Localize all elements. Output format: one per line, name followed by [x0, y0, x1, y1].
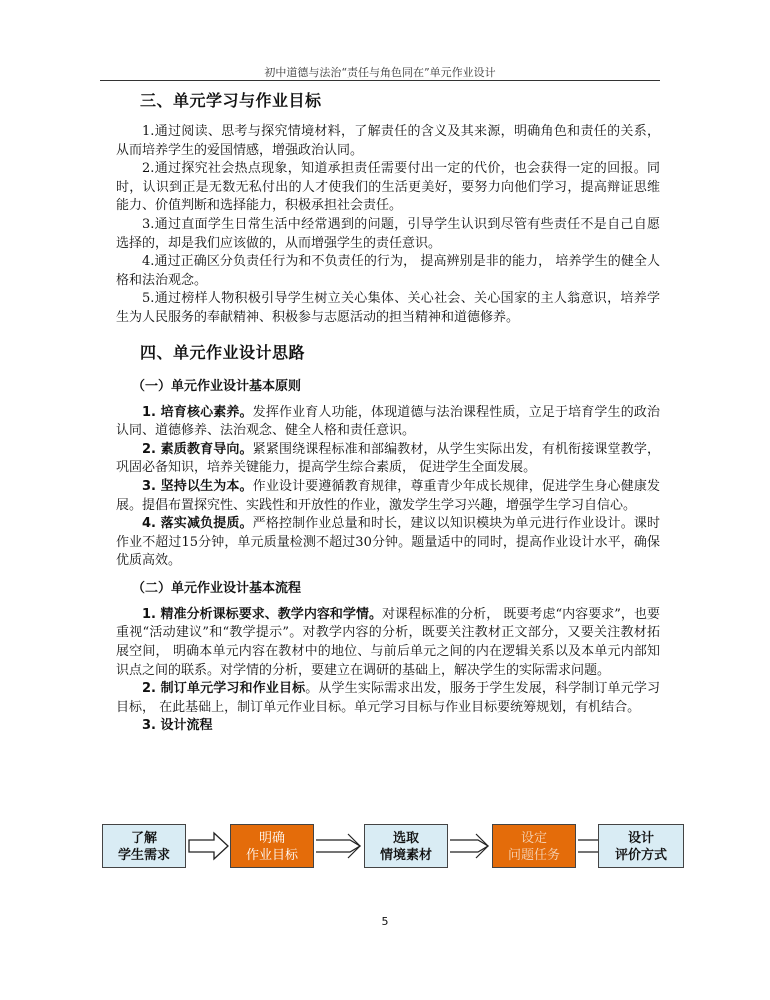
- item-text: 作业设计要遵循教育规律，尊重青少年成长规律，促进学生身心健康发展。提倡布置探究性、实践性和开放性的作业，激发学生学习兴趣，增强学生学习自信心。: [116, 478, 660, 513]
- flow-step-select-materials: [364, 824, 448, 868]
- process-item: [116, 606, 660, 680]
- item-text: 。从学生实际需求出发，服务于学生发展，科学制订单元学习目标， 在此基础上，制订单元作业目标。单元学习目标与作业目标要统筹规划，有机结合。: [116, 681, 660, 715]
- process-item: [116, 717, 660, 736]
- subsection2-title: （二）单元作业设计基本流程: [132, 580, 302, 596]
- chevron-arrow-icon: [314, 830, 364, 862]
- design-flowchart: [100, 822, 690, 876]
- flow-step-line: 了解: [130, 831, 157, 846]
- flow-step-line: 设计: [627, 831, 654, 846]
- principle-item: [116, 404, 660, 441]
- item-text: 对课程标准的分析， 既要考虑“内容要求”，也要重视“活动建议”和“教学提示”。对教学内容的分析，既要关注教材正文部分，又要关注教材拓展空间， 明确本单元内容在教材中的地位、与前后单元之间的内在逻辑关系以及本单元内部知识点之间的联系。对学情的分析，要建立在调研的基础上，解决学生的实际需求问题。: [116, 606, 660, 678]
- flow-step-line: 情境素材: [379, 848, 432, 863]
- principle-item: [116, 515, 660, 571]
- item-lead: 2. 素质教育导向。: [142, 441, 253, 457]
- flow-step-line: 设定: [520, 831, 547, 846]
- flow-step-design-evaluation: [598, 824, 684, 868]
- process-item: [116, 680, 660, 717]
- item-lead: 2. 制订单元学习和作业目标: [142, 681, 306, 697]
- page-content: [116, 88, 660, 736]
- page-number: 5: [381, 915, 389, 928]
- subsection1-title: （一）单元作业设计基本原则: [132, 378, 302, 394]
- header-rule: [100, 80, 660, 81]
- section4-title: 四、单元作业设计思路: [140, 342, 306, 362]
- item-lead: 3. 设计流程: [142, 718, 213, 734]
- chevron-arrow-icon: [448, 830, 492, 862]
- flow-step-line: 评价方式: [614, 848, 667, 863]
- page-header: 初中道德与法治“责任与角色同在”单元作业设计: [264, 66, 496, 79]
- item-text: 发挥作业育人功能，体现道德与法治课程性质，立足于培育学生的政治认同、道德修养、法治观念、健全人格和责任意识。: [116, 404, 660, 439]
- item-lead: 3. 坚持以生为本。: [142, 478, 253, 494]
- flow-step-line: 学生需求: [117, 848, 170, 863]
- section3-title: 三、单元学习与作业目标: [140, 91, 322, 110]
- item-text: 严格控制作业总量和时长，建议以知识模块为单元进行作业设计。课时作业不超过15分钟，单元质量检测不超过30分钟。题量适中的同时，提高作业设计水平，确保优质高效。: [116, 516, 660, 569]
- section3-paragraph: 3.通过直面学生日常生活中经常遇到的问题，引导学生认识到尽管有些责任不是自己自愿选择的，却是我们应该做的，从而增强学生的责任意识。: [116, 216, 660, 251]
- section3-paragraph: 2.通过探究社会热点现象，知道承担责任需要付出一定的代价，也会获得一定的回报。同时，认识到正是无数无私付出的人才使我们的生活更美好，要努力向他们学习，提高辩证思维能力、价值判断和选择能力，积极承担社会责任。: [116, 161, 660, 214]
- flow-step-define-goals: [230, 824, 314, 868]
- flow-step-line: 问题任务: [507, 848, 560, 863]
- flow-step-line: 作业目标: [245, 848, 298, 863]
- section3-paragraph: 1.通过阅读、思考与探究情境材料，了解责任的含义及其来源，明确角色和责任的关系，从而培养学生的爱国情感，增强政治认同。: [116, 124, 660, 158]
- flow-step-set-tasks: [492, 824, 576, 868]
- item-lead: 1. 培育核心素养。: [142, 404, 253, 420]
- flow-step-line: 选取: [392, 831, 419, 846]
- flow-step-line: 明确: [258, 831, 285, 846]
- principle-item: [116, 441, 660, 478]
- section3-paragraph: 5.通过榜样人物积极引导学生树立关心集体、关心社会、关心国家的主人翁意识，培养学生为人民服务的奉献精神、积极参与志愿活动的担当精神和道德修养。: [116, 291, 660, 325]
- item-text: 紧紧围绕课程标准和部编教材，从学生实际出发，有机衔接课堂教学，巩固必备知识，培养关键能力，提高学生综合素质， 促进学生全面发展。: [116, 441, 660, 476]
- flow-step-understand-needs: [102, 824, 186, 868]
- section3-body: [116, 123, 660, 328]
- section3-paragraph: 4.通过正确区分负责任行为和不负责任的行为， 提高辨别是非的能力， 培养学生的健全人格和法治观念。: [116, 254, 660, 288]
- item-lead: 1. 精准分析课标要求、教学内容和学情。: [142, 606, 382, 622]
- principle-item: [116, 478, 660, 515]
- item-lead: 4. 落实减负提质。: [142, 516, 253, 532]
- hollow-arrow-icon: [188, 830, 230, 862]
